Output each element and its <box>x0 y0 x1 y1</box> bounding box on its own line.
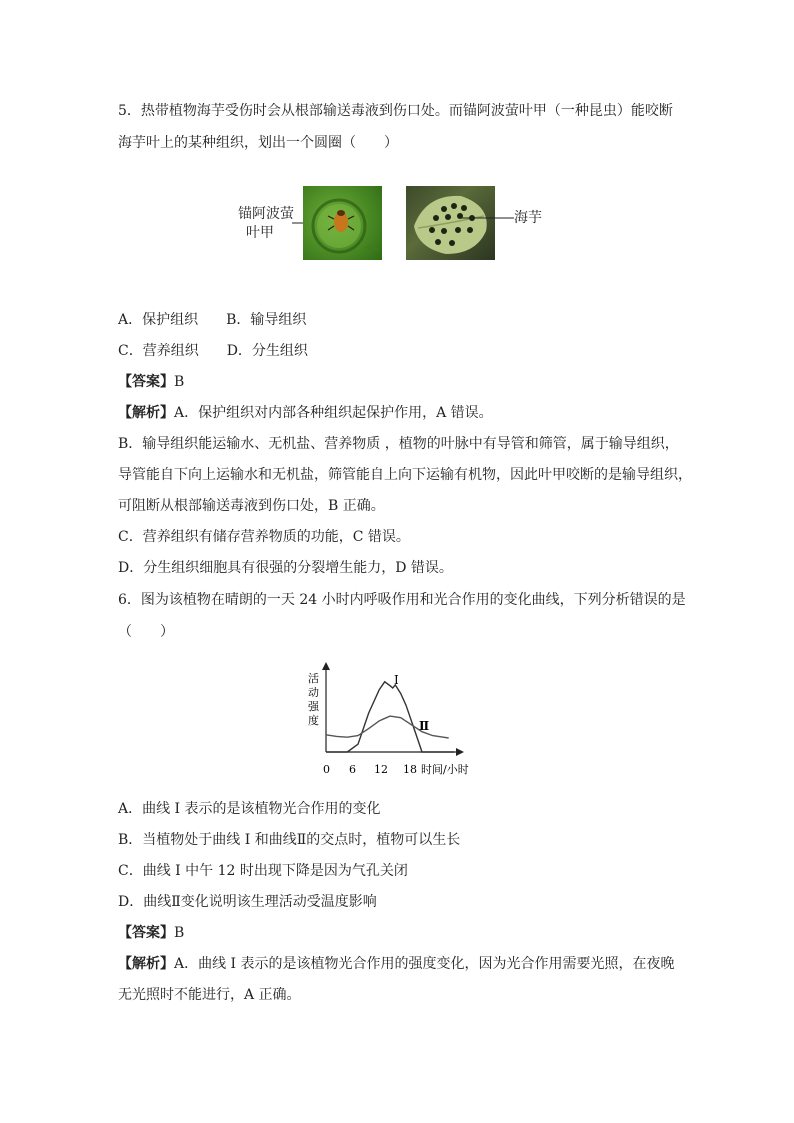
x-axis-arrow <box>456 748 464 756</box>
x-tick-label: 0 <box>323 763 330 776</box>
q6-analysis-a-text: A．曲线 I 表示的是该植物光合作用的强度变化，因为光合作用需要光照，在夜晚 <box>174 956 675 972</box>
q5-analysis-b-line-2: 导管能自下向上运输水和无机盐，筛管能自上向下运输有机物，因此叶甲咬断的是输导组织， <box>118 467 692 483</box>
taro-leader-line <box>460 213 516 223</box>
y-label-char: 度 <box>308 714 319 727</box>
x-axis-label: 时间/小时 <box>421 763 469 776</box>
q5-analysis-a <box>118 403 493 423</box>
q6-analysis-tag: 【解析】 <box>118 956 174 972</box>
q6-answer <box>118 923 184 943</box>
q5-stem-line-1: 5．热带植物海芋受伤时会从根部输送毒液到伤口处。而锚阿波萤叶甲（一种昆虫）能咬断 <box>118 103 673 119</box>
x-tick-label: 12 <box>374 763 388 776</box>
q6-stem-line-2: （ ） <box>118 624 174 640</box>
q6-answer-value: B <box>174 925 185 941</box>
y-label-char: 活 <box>308 672 319 685</box>
q6-option-a: A．曲线 I 表示的是该植物光合作用的变化 <box>118 801 381 817</box>
beetle-label-line-1: 锚阿波萤 <box>238 206 294 222</box>
q5-answer <box>118 372 184 392</box>
beetle-label-line-2: 叶甲 <box>246 225 274 241</box>
q5-analysis-a-text: A．保护组织对内部各种组织起保护作用，A 错误。 <box>174 405 493 421</box>
activity-chart <box>306 660 486 780</box>
q5-analysis-b-line-3: 可阻断从根部输送毒液到伤口处，B 正确。 <box>118 498 385 514</box>
x-tick-label: 6 <box>349 763 356 776</box>
beetle-photo-drawing <box>303 186 382 260</box>
q6-answer-tag: 【答案】 <box>118 925 174 941</box>
q5-answer-tag: 【答案】 <box>118 374 174 390</box>
q5-analysis-c: C．营养组织有储存营养物质的功能，C 错误。 <box>118 529 410 545</box>
taro-label: 海芋 <box>514 210 542 226</box>
q5-analysis-d: D．分生组织细胞具有很强的分裂增生能力，D 错误。 <box>118 560 453 576</box>
q6-stem-line-1: 6．图为该植物在晴朗的一天 24 小时内呼吸作用和光合作用的变化曲线，下列分析错误的是 <box>118 592 686 608</box>
series-line-I <box>326 682 454 752</box>
series-label-I: I <box>394 673 399 687</box>
q5-answer-value: B <box>174 374 185 390</box>
q6-option-d: D．曲线Ⅱ变化说明该生理活动受温度影响 <box>118 894 377 910</box>
x-tick-label: 18 <box>403 763 417 776</box>
q5-options-ab: A．保护组织 B．输导组织 <box>118 312 307 328</box>
y-label-char: 强 <box>308 700 319 713</box>
y-axis-arrow <box>322 662 330 670</box>
q6-option-c: C．曲线 I 中午 12 时出现下降是因为气孔关闭 <box>118 863 408 879</box>
q5-analysis-b-line-1: B．输导组织能运输水、无机盐、营养物质 ，植物的叶脉中有导管和筛管，属于输导组织， <box>118 436 679 452</box>
q6-analysis-a-line-1 <box>118 954 675 974</box>
q6-option-b: B．当植物处于曲线 I 和曲线Ⅱ的交点时，植物可以生长 <box>118 832 461 848</box>
q6-analysis-a-line-2: 无光照时不能进行，A 正确。 <box>118 987 301 1003</box>
q5-analysis-tag: 【解析】 <box>118 405 174 421</box>
taro-leaf-drawing <box>406 186 495 260</box>
q5-options-cd: C．营养组织 D．分生组织 <box>118 343 308 359</box>
beetle-on-leaf-image <box>303 186 382 260</box>
series-label-II: Ⅱ <box>419 719 430 733</box>
series-line-II <box>326 716 449 738</box>
taro-leaf-image <box>406 186 495 260</box>
q5-stem-line-2: 海芋叶上的某种组织，划出一个圆圈（ ） <box>118 135 398 151</box>
y-label-char: 动 <box>308 686 319 699</box>
